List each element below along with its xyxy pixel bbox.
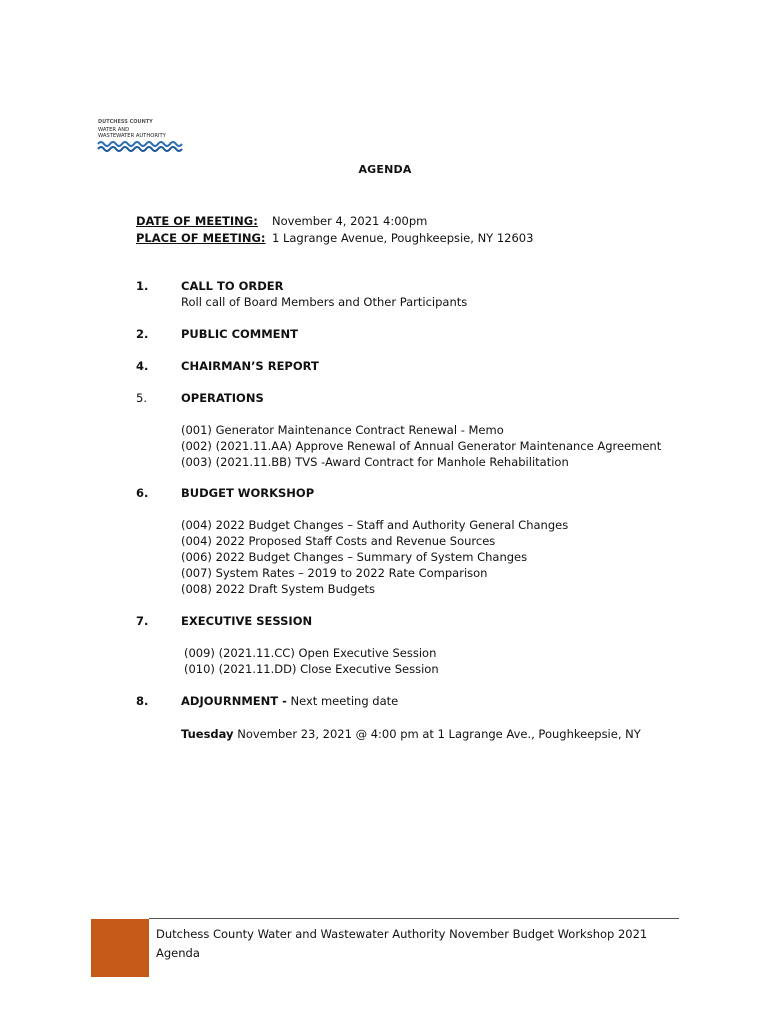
agenda-line: (010) (2021.11.DD) Close Executive Session (184, 662, 439, 676)
logo-line2: WATER AND (98, 127, 130, 133)
agenda-line: (002) (2021.11.AA) Approve Renewal of Annual Generator Maintenance Agreement (181, 439, 662, 453)
item-heading-executive-session: EXECUTIVE SESSION (181, 614, 313, 628)
item-number: 7. (136, 614, 149, 628)
place-label: PLACE OF MEETING: (136, 231, 266, 245)
item-number: 5. (136, 391, 147, 405)
agenda-line: (008) 2022 Draft System Budgets (181, 582, 376, 596)
item-number: 2. (136, 327, 149, 341)
item-heading-adjournment (181, 694, 398, 708)
item-heading-chairmans-report: CHAIRMAN’S REPORT (181, 359, 319, 373)
item-number: 4. (136, 359, 149, 373)
item-number: 6. (136, 486, 149, 500)
item-heading-public-comment: PUBLIC COMMENT (181, 327, 299, 341)
logo-line3: WASTEWATER AUTHORITY (98, 133, 166, 139)
agenda-line: (009) (2021.11.CC) Open Executive Session (184, 646, 437, 660)
item-number: 8. (136, 694, 149, 708)
place-value: 1 Lagrange Avenue, Poughkeepsie, NY 12603 (272, 231, 534, 245)
agenda-line: (004) 2022 Budget Changes – Staff and Authority General Changes (181, 518, 569, 532)
next-meeting-day: Tuesday (181, 727, 234, 741)
item-number: 1. (136, 279, 149, 293)
next-meeting-details: November 23, 2021 @ 4:00 pm at 1 Lagrange Ave., Poughkeepsie, NY (233, 727, 641, 741)
logo-wave-top-icon (98, 142, 182, 146)
logo-graphic (97, 117, 189, 153)
adjournment-rest: Next meeting date (286, 694, 399, 708)
adjournment-bold-label: ADJOURNMENT - (181, 694, 287, 708)
logo-line1: DUTCHESS COUNTY (98, 119, 153, 125)
footer-divider (149, 918, 679, 919)
item-heading-call-to-order: CALL TO ORDER (181, 279, 284, 293)
footer-accent-block (91, 919, 149, 977)
authority-logo (97, 117, 189, 153)
agenda-line: (001) Generator Maintenance Contract Renewal - Memo (181, 423, 504, 437)
item-heading-operations: OPERATIONS (181, 391, 264, 405)
logo-wave-bottom-icon (98, 147, 182, 151)
agenda-line: (006) 2022 Budget Changes – Summary of System Changes (181, 550, 528, 564)
item-subtext: Roll call of Board Members and Other Participants (181, 295, 468, 309)
date-label: DATE OF MEETING: (136, 214, 258, 228)
agenda-line: (004) 2022 Proposed Staff Costs and Revenue Sources (181, 534, 496, 548)
agenda-line: (003) (2021.11.BB) TVS -Award Contract for Manhole Rehabilitation (181, 455, 569, 469)
next-meeting-line (181, 727, 641, 741)
date-value: November 4, 2021 4:00pm (272, 214, 428, 228)
agenda-line: (007) System Rates – 2019 to 2022 Rate Comparison (181, 566, 488, 580)
item-heading-budget-workshop: BUDGET WORKSHOP (181, 486, 315, 500)
footer-text: Dutchess County Water and Wastewater Authority November Budget Workshop 2021 Agenda (156, 927, 648, 960)
page-title: AGENDA (358, 163, 412, 176)
